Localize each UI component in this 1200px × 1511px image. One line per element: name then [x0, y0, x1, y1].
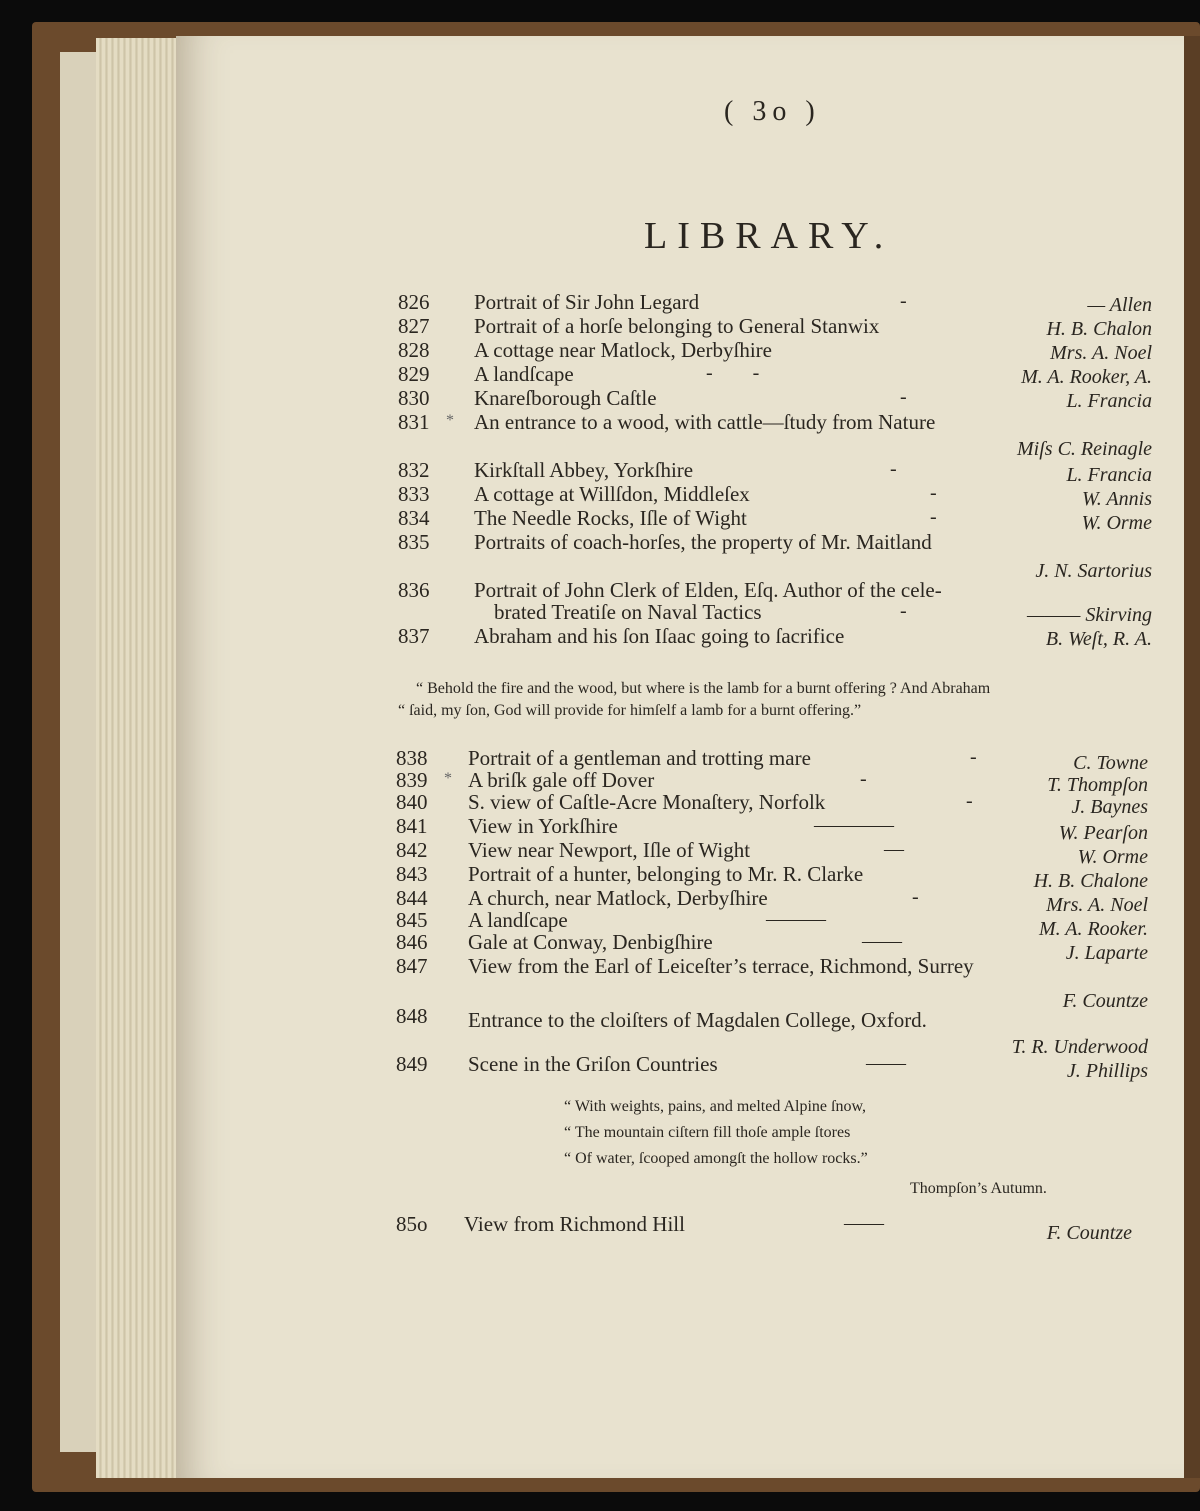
entry-title: A church, near Matlock, Derbyſhire [468, 886, 768, 910]
quote-source: Thompſon’s Autumn. [910, 1180, 1047, 1197]
entry-dash: - [930, 482, 937, 504]
asterisk-mark: * [446, 412, 454, 429]
entry-artist: Mrs. A. Noel [1046, 894, 1148, 916]
entry-title: Portrait of a gentleman and trotting mare [468, 746, 811, 770]
entry-artist: M. A. Rooker. [1038, 918, 1148, 940]
entry-title: Portrait of a hunter, belonging to Mr. R. Clarke [468, 862, 864, 886]
entry-dash: - [970, 746, 977, 768]
entry-artist: F. Countze [1062, 990, 1148, 1012]
entry-artist: J. Baynes [1071, 796, 1148, 818]
section-heading: LIBRARY. [644, 215, 894, 257]
entry-dash: —— [866, 1052, 906, 1074]
entry-number: 849 [396, 1052, 428, 1076]
entry-dash: - [900, 386, 907, 408]
entry-number: 831 [398, 410, 430, 434]
entry-title: A cottage near Matlock, Derbyſhire [474, 338, 772, 362]
entry-number: 839 [396, 768, 428, 792]
entry-number: 842 [396, 838, 428, 862]
entry-dash: —— [844, 1212, 884, 1234]
entry-title: Kirkſtall Abbey, Yorkſhire [474, 458, 694, 482]
entry-number: 832 [398, 458, 430, 482]
entry-dash: —— [862, 930, 902, 952]
entry-number: 830 [398, 386, 430, 410]
entry-artist: J. Laparte [1065, 942, 1148, 964]
asterisk-mark: * [444, 770, 452, 787]
quote-line: “ Of water, ſcooped amongſt the hollow rocks.” [564, 1150, 868, 1167]
entry-title: Entrance to the cloiſters of Magdalen College, Oxford. [468, 1008, 927, 1032]
entry-artist: L. Francia [1066, 390, 1152, 412]
quote-line: “ ſaid, my ſon, God will provide for himſelf a lamb for a burnt offering.” [398, 702, 862, 719]
entry-dash: — [884, 838, 904, 860]
entry-dash: - [900, 290, 907, 312]
entry-dash: - [912, 886, 919, 908]
entry-artist: H. B. Chalon [1046, 318, 1152, 340]
entry-number: 845 [396, 908, 428, 932]
entry-artist: T. Thompſon [1047, 774, 1148, 796]
entry-dash: - [930, 506, 937, 528]
entry-artist: Miſs C. Reinagle [1017, 438, 1152, 460]
entry-number: 833 [398, 482, 430, 506]
entry-number: 841 [396, 814, 428, 838]
entry-artist: M. A. Rooker, A. [1021, 366, 1152, 388]
entry-number: 828 [398, 338, 430, 362]
quote-line: “ Behold the fire and the wood, but where is the lamb for a burnt offering ? And Abraham [416, 680, 991, 697]
entry-title: Scene in the Griſon Countries [468, 1052, 718, 1076]
entry-title: Portrait of Sir John Legard [474, 290, 700, 314]
entry-dash: - [860, 768, 867, 790]
entry-number: 846 [396, 930, 428, 954]
entry-number: 843 [396, 862, 428, 886]
entry-title: View in Yorkſhire [468, 814, 618, 838]
entry-artist: ——— Skirving [1027, 604, 1152, 626]
entry-title: A landſcape [468, 908, 568, 932]
entry-number: 834 [398, 506, 430, 530]
quote-line: “ The mountain ciſtern fill thoſe ample ſtores [564, 1124, 851, 1141]
entry-title: A briſk gale off Dover [468, 768, 655, 792]
entry-artist: — Allen [1087, 294, 1152, 316]
entry-number: 840 [396, 790, 428, 814]
entry-artist: J. N. Sartorius [1035, 560, 1152, 582]
entry-number: 85o [396, 1212, 428, 1236]
entry-artist: J. Phillips [1066, 1060, 1148, 1082]
entry-title: Portrait of John Clerk of Elden, Eſq. Author of the cele- [474, 578, 942, 602]
entry-title: Portrait of a horſe belonging to General Stanwix [474, 314, 880, 338]
quote-line: “ With weights, pains, and melted Alpine ſnow, [564, 1098, 866, 1115]
entry-artist: H. B. Chalone [1033, 870, 1148, 892]
entry-number: 838 [396, 746, 428, 770]
entry-dash: - [890, 458, 897, 480]
entry-number: 826 [398, 290, 430, 314]
entry-artist: T. R. Underwood [1011, 1036, 1148, 1058]
catalogue-page [176, 36, 1184, 1478]
entry-title: S. view of Caſtle-Acre Monaſtery, Norfolk [468, 790, 826, 814]
entry-number: 827 [398, 314, 430, 338]
entry-number: 848 [396, 1004, 428, 1028]
entry-title: View near Newport, Iſle of Wight [468, 838, 751, 862]
entry-artist: C. Towne [1073, 752, 1148, 774]
entry-artist: B. Weſt, R. A. [1045, 628, 1152, 650]
entry-title: A cottage at Willſdon, Middleſex [474, 482, 750, 506]
entry-dash: - [900, 600, 907, 622]
entry-dash: ——— [766, 908, 826, 930]
entry-number: 836 [398, 578, 430, 602]
entry-number: 829 [398, 362, 430, 386]
entry-title: Knareſborough Caſtle [474, 386, 657, 410]
entry-dash: - - [706, 362, 760, 384]
entry-title: Portraits of coach-horſes, the property of Mr. Maitland [474, 530, 932, 554]
entry-dash: - [966, 790, 973, 812]
entry-title: A landſcape [474, 362, 574, 386]
entry-number: 847 [396, 954, 428, 978]
entry-number: 837 [398, 624, 430, 648]
entry-number: 835 [398, 530, 430, 554]
entry-title: View from Richmond Hill [464, 1212, 685, 1236]
entry-artist: W. Orme [1077, 846, 1148, 868]
entry-artist: Mrs. A. Noel [1050, 342, 1152, 364]
entry-artist: F. Countze [1046, 1222, 1132, 1244]
entry-artist: W. Annis [1081, 488, 1152, 510]
entry-title: The Needle Rocks, Iſle of Wight [474, 506, 747, 530]
entry-title-continued: brated Treatiſe on Naval Tactics [494, 600, 762, 624]
entry-title: An entrance to a wood, with cattle—ſtudy from Nature [474, 410, 936, 434]
entry-artist: W. Orme [1081, 512, 1152, 534]
entry-title: View from the Earl of Leiceſter’s terrace, Richmond, Surrey [468, 954, 974, 978]
entry-title: Gale at Conway, Denbigſhire [468, 930, 713, 954]
page-number: ( 3o ) [724, 96, 821, 127]
entry-dash: ———— [814, 814, 894, 836]
entry-number: 844 [396, 886, 428, 910]
entry-artist: L. Francia [1066, 464, 1152, 486]
entry-title: Abraham and his ſon Iſaac going to ſacrifice [474, 624, 845, 648]
entry-artist: W. Pearſon [1058, 822, 1148, 844]
